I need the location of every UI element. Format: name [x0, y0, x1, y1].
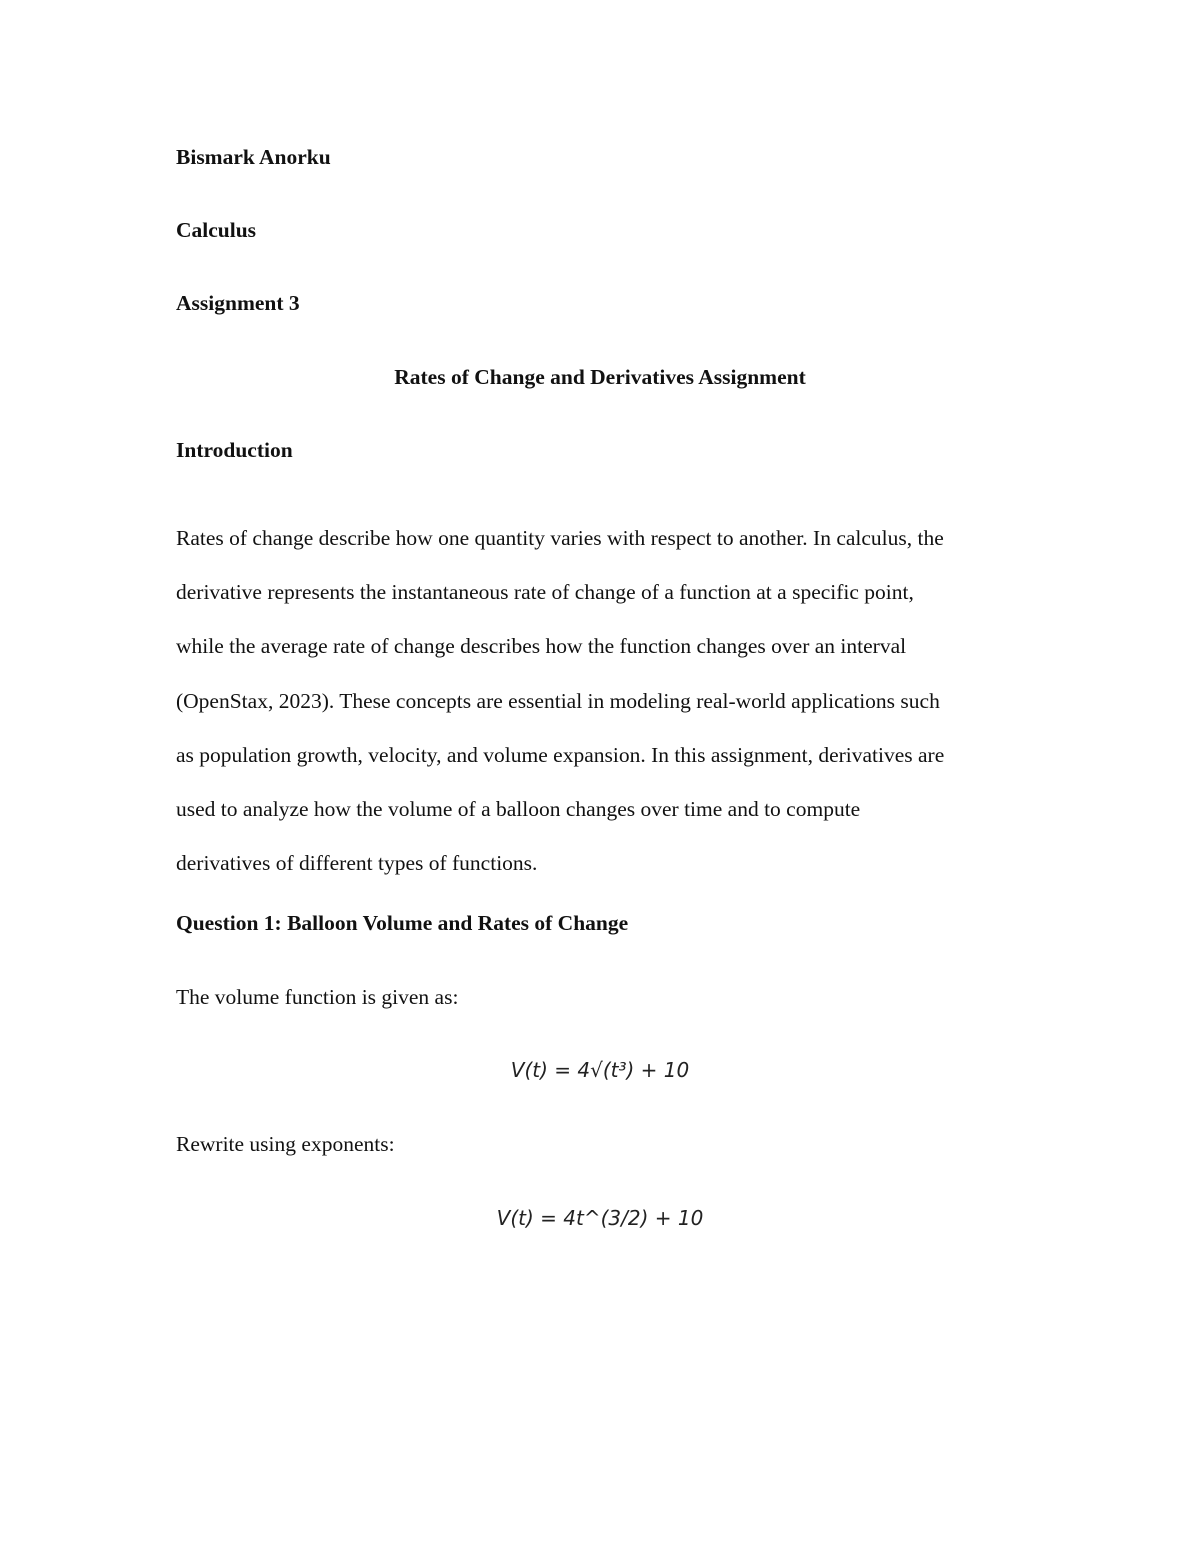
volume-equation: V(t) = 4√(t³) + 10: [510, 1058, 690, 1082]
question1-heading: Question 1: Balloon Volume and Rates of Change: [176, 911, 629, 935]
given-label: The volume function is given as:: [176, 985, 459, 1009]
paragraph-line: derivatives of different types of functions.: [176, 851, 538, 876]
assignment-label: Assignment 3: [176, 291, 300, 315]
exponent-equation: V(t) = 4t^(3/2) + 10: [496, 1206, 704, 1230]
introduction-paragraph: [176, 511, 1036, 890]
rewrite-label: Rewrite using exponents:: [176, 1132, 395, 1156]
course-name: Calculus: [176, 218, 257, 242]
paragraph-line: (OpenStax, 2023). These concepts are essential in modeling real-world applications such: [176, 688, 940, 713]
paragraph-line: used to analyze how the volume of a balloon changes over time and to compute: [176, 797, 861, 822]
paragraph-line: while the average rate of change describes how the function changes over an interval: [176, 634, 907, 659]
paragraph-line: Rates of change describe how one quantity varies with respect to another. In calculus, the: [176, 526, 944, 550]
paragraph-line: as population growth, velocity, and volume expansion. In this assignment, derivatives are: [176, 742, 945, 767]
introduction-heading: Introduction: [176, 438, 293, 462]
document-title: Rates of Change and Derivatives Assignment: [394, 365, 806, 389]
author-name: Bismark Anorku: [176, 145, 331, 169]
paragraph-line: derivative represents the instantaneous rate of change of a function at a specific point,: [176, 580, 914, 605]
